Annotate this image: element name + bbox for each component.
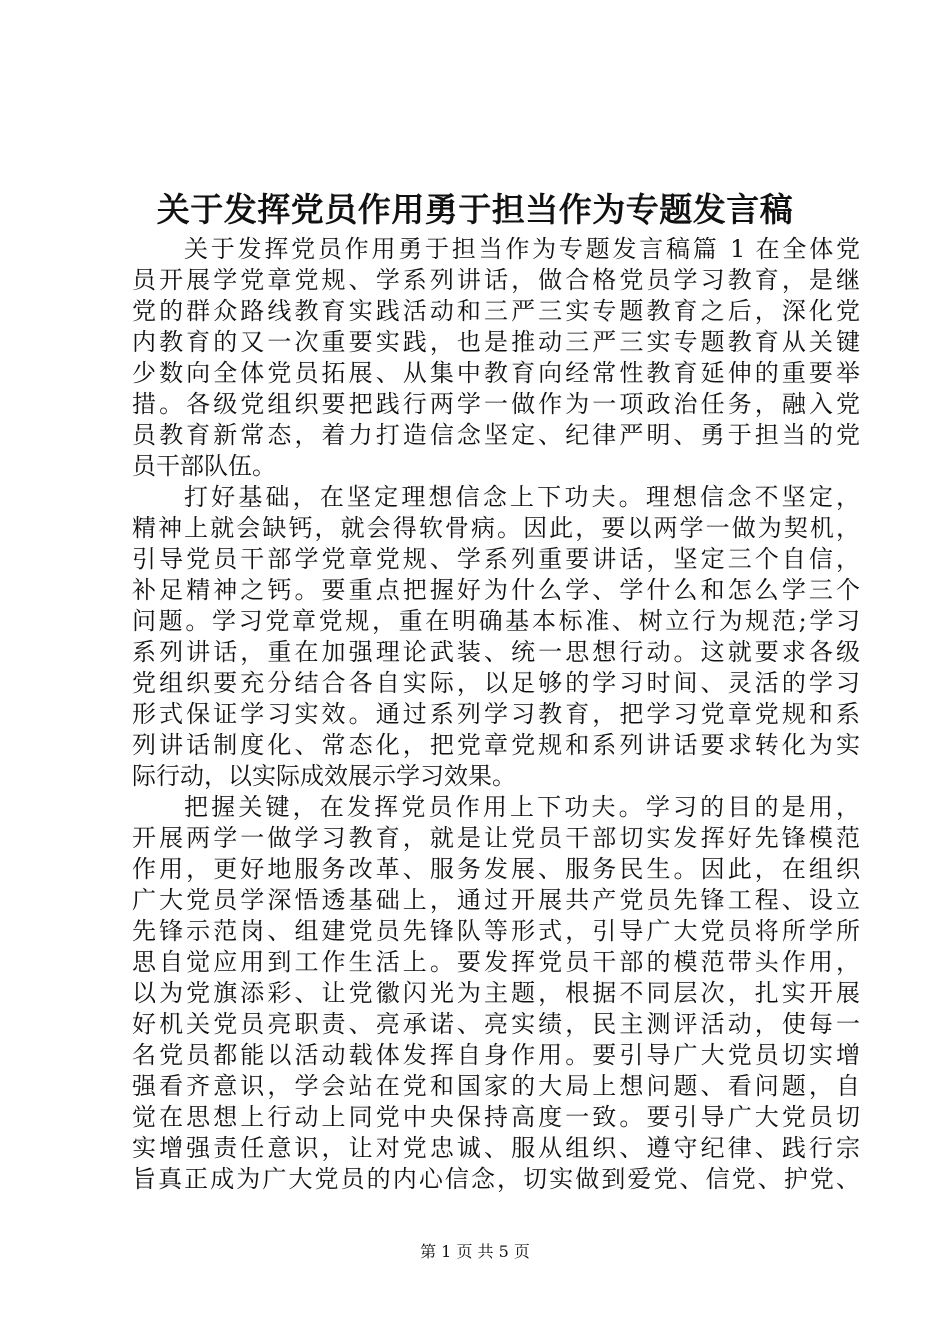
paragraph-line: 先锋示范岗、组建党员先锋队等形式，引导广大党员将所学所 bbox=[132, 917, 860, 945]
paragraph-line: 问题。学习党章党规，重在明确基本标准、树立行为规范;学习 bbox=[132, 607, 860, 635]
document-body bbox=[132, 234, 860, 1195]
paragraph-line: 党的群众路线教育实践活动和三严三实专题教育之后，深化党 bbox=[132, 297, 860, 325]
paragraph-line: 以为党旗添彩、让党徽闪光为主题，根据不同层次，扎实开展 bbox=[132, 979, 860, 1007]
paragraph-line: 补足精神之钙。要重点把握好为什么学、学什么和怎么学三个 bbox=[132, 576, 860, 604]
paragraph bbox=[132, 792, 860, 1195]
paragraph-line: 觉在思想上行动上同党中央保持高度一致。要引导广大党员切 bbox=[132, 1103, 860, 1131]
paragraph-line: 强看齐意识，学会站在党和国家的大局上想问题、看问题，自 bbox=[132, 1072, 860, 1100]
paragraph-line: 党组织要充分结合各自实际，以足够的学习时间、灵活的学习 bbox=[132, 669, 860, 697]
paragraph-line: 旨真正成为广大党员的内心信念，切实做到爱党、信党、护党、 bbox=[132, 1165, 860, 1193]
paragraph-line: 少数向全体党员拓展、从集中教育向经常性教育延伸的重要举 bbox=[132, 359, 860, 387]
paragraph-line: 措。各级党组织要把践行两学一做作为一项政治任务，融入党 bbox=[132, 390, 860, 418]
paragraph-line: 际行动，以实际成效展示学习效果。 bbox=[132, 762, 516, 790]
paragraph-line: 打好基础，在坚定理想信念上下功夫。理想信念不坚定， bbox=[184, 483, 860, 511]
paragraph-line: 思自觉应用到工作生活上。要发挥党员干部的模范带头作用， bbox=[132, 948, 860, 976]
paragraph-line: 形式保证学习实效。通过系列学习教育，把学习党章党规和系 bbox=[132, 700, 860, 728]
paragraph-line: 实增强责任意识，让对党忠诚、服从组织、遵守纪律、践行宗 bbox=[132, 1134, 860, 1162]
paragraph-line: 引导党员干部学党章党规、学系列重要讲话，坚定三个自信， bbox=[132, 545, 860, 573]
paragraph-line: 作用，更好地服务改革、服务发展、服务民生。因此，在组织 bbox=[132, 855, 860, 883]
paragraph-line: 员干部队伍。 bbox=[132, 452, 276, 480]
page-footer: 第 1 页 共 5 页 bbox=[420, 1242, 530, 1261]
paragraph-line: 开展两学一做学习教育，就是让党员干部切实发挥好先锋模范 bbox=[132, 824, 860, 852]
document-title: 关于发挥党员作用勇于担当作为专题发言稿 bbox=[156, 190, 794, 229]
paragraph-line: 精神上就会缺钙，就会得软骨病。因此，要以两学一做为契机， bbox=[132, 514, 860, 542]
paragraph-line: 内教育的又一次重要实践，也是推动三严三实专题教育从关键 bbox=[132, 328, 860, 356]
paragraph-line: 把握关键，在发挥党员作用上下功夫。学习的目的是用， bbox=[184, 793, 860, 821]
paragraph-line: 员教育新常态，着力打造信念坚定、纪律严明、勇于担当的党 bbox=[132, 421, 860, 449]
paragraph-line: 广大党员学深悟透基础上，通过开展共产党员先锋工程、设立 bbox=[132, 886, 860, 914]
paragraph bbox=[132, 234, 860, 482]
paragraph-line: 列讲话制度化、常态化，把党章党规和系列讲话要求转化为实 bbox=[132, 731, 860, 759]
paragraph bbox=[132, 482, 860, 792]
paragraph-line: 关于发挥党员作用勇于担当作为专题发言稿篇 1 在全体党 bbox=[184, 235, 860, 263]
paragraph-line: 员开展学党章党规、学系列讲话，做合格党员学习教育，是继 bbox=[132, 266, 860, 294]
paragraph-line: 名党员都能以活动载体发挥自身作用。要引导广大党员切实增 bbox=[132, 1041, 860, 1069]
paragraph-line: 系列讲话，重在加强理论武装、统一思想行动。这就要求各级 bbox=[132, 638, 860, 666]
paragraph-line: 好机关党员亮职责、亮承诺、亮实绩，民主测评活动，使每一 bbox=[132, 1010, 860, 1038]
